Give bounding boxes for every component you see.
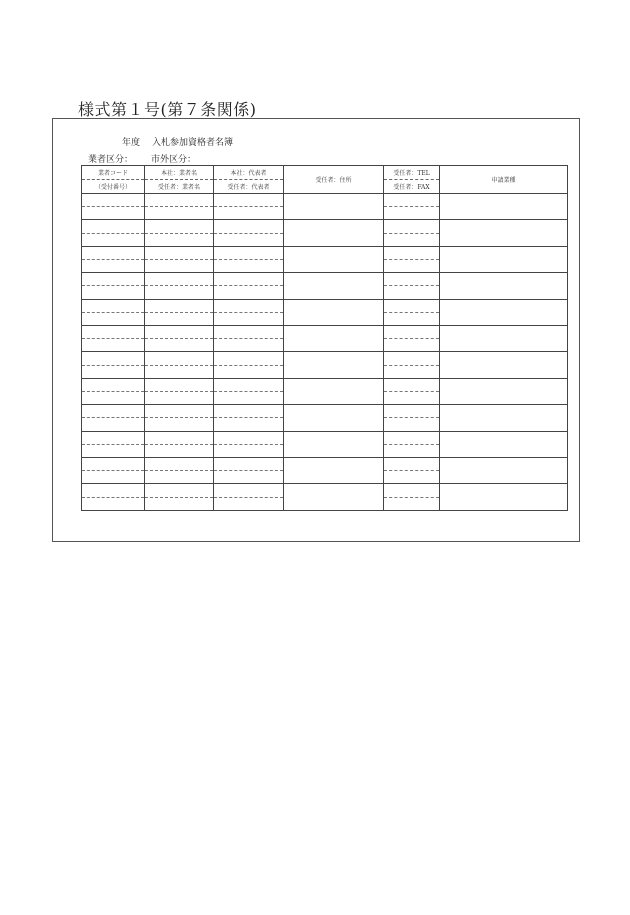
- table-cell[interactable]: [145, 194, 214, 220]
- table-cell[interactable]: [145, 378, 214, 404]
- split-cell: [384, 273, 439, 298]
- table-cell[interactable]: [82, 457, 145, 483]
- table-row: [82, 405, 568, 431]
- cell-lower-half[interactable]: [214, 471, 283, 483]
- table-cell[interactable]: [440, 431, 568, 457]
- header-phone-top: 受任者：TEL: [384, 166, 439, 180]
- table-cell[interactable]: [384, 325, 440, 351]
- split-cell: [145, 300, 213, 325]
- table-cell[interactable]: [440, 220, 568, 246]
- header-fax-bottom: 受任者：FAX: [393, 184, 430, 191]
- table-cell[interactable]: [284, 299, 384, 325]
- cell-lower-half[interactable]: [214, 339, 283, 351]
- split-cell: [384, 326, 439, 351]
- header-address: 受任者：住所: [284, 166, 384, 194]
- cell-upper-half[interactable]: [214, 379, 283, 392]
- cell-lower-half[interactable]: [384, 418, 439, 430]
- table-cell[interactable]: [82, 273, 145, 299]
- register-title: 入札参加資格者名簿: [152, 138, 234, 148]
- table-cell[interactable]: [440, 273, 568, 299]
- table-row: [82, 194, 568, 220]
- table-cell[interactable]: [284, 484, 384, 510]
- table-cell[interactable]: [82, 299, 145, 325]
- split-cell: [82, 379, 144, 404]
- table-cell[interactable]: [440, 194, 568, 220]
- split-cell: [82, 326, 144, 351]
- header-phone-fax: [384, 166, 440, 194]
- cell-upper-half[interactable]: [82, 352, 144, 365]
- split-cell: [145, 484, 213, 509]
- split-cell: [214, 326, 283, 351]
- cell-lower-half[interactable]: [82, 471, 144, 483]
- table-cell[interactable]: [214, 299, 284, 325]
- cell-upper-half[interactable]: [214, 352, 283, 365]
- table-cell[interactable]: [145, 325, 214, 351]
- table-cell[interactable]: [145, 484, 214, 510]
- cell-upper-half[interactable]: [214, 405, 283, 418]
- cell-upper-half[interactable]: [214, 300, 283, 313]
- cell-upper-half[interactable]: [145, 220, 213, 233]
- cell-upper-half[interactable]: [384, 247, 439, 260]
- cell-lower-half[interactable]: [214, 445, 283, 457]
- cell-lower-half[interactable]: [384, 339, 439, 351]
- table-row: [82, 352, 568, 378]
- cell-upper-half[interactable]: [82, 405, 144, 418]
- cell-lower-half[interactable]: [214, 286, 283, 298]
- cell-lower-half[interactable]: [145, 498, 213, 510]
- split-cell: [384, 352, 439, 377]
- cell-upper-half[interactable]: [82, 247, 144, 260]
- header-company-name-top: 本社：業者名: [145, 166, 213, 180]
- cell-upper-half[interactable]: [145, 458, 213, 471]
- table-row: [82, 378, 568, 404]
- split-cell: [82, 273, 144, 298]
- cell-lower-half[interactable]: [145, 286, 213, 298]
- cell-upper-half[interactable]: [82, 194, 144, 207]
- cell-upper-half[interactable]: [82, 379, 144, 392]
- cell-upper-half[interactable]: [145, 326, 213, 339]
- table-cell[interactable]: [440, 246, 568, 272]
- cell-lower-half[interactable]: [82, 207, 144, 219]
- split-cell: [214, 484, 283, 509]
- cell-lower-half[interactable]: [82, 313, 144, 325]
- table-cell[interactable]: [284, 325, 384, 351]
- header-vendor-code: [82, 166, 145, 194]
- cell-upper-half[interactable]: [145, 352, 213, 365]
- table-row: [82, 431, 568, 457]
- table-cell[interactable]: [284, 457, 384, 483]
- header-vendor-code-bottom: （受付番号）: [94, 184, 131, 191]
- cell-upper-half[interactable]: [82, 300, 144, 313]
- vendor-category-label: 業者区分：: [88, 155, 134, 165]
- table-cell[interactable]: [214, 457, 284, 483]
- split-cell: [145, 458, 213, 483]
- table-row: [82, 484, 568, 510]
- table-cell[interactable]: [82, 405, 145, 431]
- cell-upper-half[interactable]: [384, 326, 439, 339]
- table-cell[interactable]: [384, 194, 440, 220]
- cell-lower-half[interactable]: [384, 366, 439, 378]
- city-category-label: 市外区分：: [151, 155, 197, 165]
- table-cell[interactable]: [284, 273, 384, 299]
- cell-lower-half[interactable]: [82, 498, 144, 510]
- cell-lower-half[interactable]: [145, 313, 213, 325]
- table-cell[interactable]: [214, 273, 284, 299]
- cell-lower-half[interactable]: [384, 471, 439, 483]
- split-cell: [145, 326, 213, 351]
- cell-lower-half[interactable]: [214, 418, 283, 430]
- table-cell[interactable]: [384, 299, 440, 325]
- cell-upper-half[interactable]: [384, 352, 439, 365]
- cell-upper-half[interactable]: [82, 458, 144, 471]
- form-title: 様式第１号(第７条関係): [78, 100, 257, 119]
- table-cell[interactable]: [82, 246, 145, 272]
- header-company-name: [145, 166, 214, 194]
- table-cell[interactable]: [384, 484, 440, 510]
- cell-lower-half[interactable]: [145, 260, 213, 272]
- table-cell[interactable]: [145, 405, 214, 431]
- cell-upper-half[interactable]: [145, 405, 213, 418]
- cell-upper-half[interactable]: [145, 194, 213, 207]
- split-cell: [145, 247, 213, 272]
- table-cell[interactable]: [284, 246, 384, 272]
- table-cell[interactable]: [384, 431, 440, 457]
- split-cell: [145, 220, 213, 245]
- cell-upper-half[interactable]: [214, 484, 283, 497]
- cell-lower-half[interactable]: [214, 313, 283, 325]
- cell-lower-half[interactable]: [82, 418, 144, 430]
- table-cell[interactable]: [284, 378, 384, 404]
- table-cell[interactable]: [440, 405, 568, 431]
- header-row: [82, 166, 568, 194]
- table-cell[interactable]: [145, 457, 214, 483]
- table-cell[interactable]: [145, 352, 214, 378]
- split-cell: [145, 379, 213, 404]
- cell-lower-half[interactable]: [384, 234, 439, 246]
- table-cell[interactable]: [440, 378, 568, 404]
- register-body: [82, 194, 568, 511]
- cell-upper-half[interactable]: [214, 220, 283, 233]
- cell-upper-half[interactable]: [82, 273, 144, 286]
- table-cell[interactable]: [284, 194, 384, 220]
- cell-lower-half[interactable]: [214, 392, 283, 404]
- cell-lower-half[interactable]: [384, 286, 439, 298]
- table-cell[interactable]: [440, 325, 568, 351]
- table-cell[interactable]: [284, 431, 384, 457]
- cell-lower-half[interactable]: [82, 392, 144, 404]
- year-label: 年度: [122, 138, 141, 148]
- table-cell[interactable]: [145, 220, 214, 246]
- table-cell[interactable]: [214, 194, 284, 220]
- header-representative-bottom: 受任者：代表者: [227, 184, 270, 191]
- split-cell: [384, 220, 439, 245]
- table-cell[interactable]: [284, 220, 384, 246]
- table-cell[interactable]: [82, 352, 145, 378]
- header-business-type: 申請業種: [440, 166, 568, 194]
- cell-lower-half[interactable]: [145, 234, 213, 246]
- table-row: [82, 299, 568, 325]
- cell-lower-half[interactable]: [214, 207, 283, 219]
- split-cell: [82, 352, 144, 377]
- table-cell[interactable]: [384, 246, 440, 272]
- table-cell[interactable]: [440, 484, 568, 510]
- split-cell: [384, 405, 439, 430]
- split-cell: [145, 405, 213, 430]
- split-cell: [384, 300, 439, 325]
- split-cell: [384, 484, 439, 509]
- cell-upper-half[interactable]: [214, 458, 283, 471]
- table-cell[interactable]: [384, 273, 440, 299]
- split-cell: [145, 273, 213, 298]
- cell-lower-half[interactable]: [145, 445, 213, 457]
- table-cell[interactable]: [440, 352, 568, 378]
- cell-upper-half[interactable]: [384, 458, 439, 471]
- cell-upper-half[interactable]: [214, 247, 283, 260]
- table-cell[interactable]: [214, 484, 284, 510]
- table-cell[interactable]: [214, 246, 284, 272]
- cell-lower-half[interactable]: [82, 286, 144, 298]
- cell-upper-half[interactable]: [384, 405, 439, 418]
- cell-lower-half[interactable]: [384, 313, 439, 325]
- table-row: [82, 273, 568, 299]
- cell-upper-half[interactable]: [145, 379, 213, 392]
- cell-lower-half[interactable]: [214, 260, 283, 272]
- split-cell: [82, 484, 144, 509]
- cell-upper-half[interactable]: [214, 432, 283, 445]
- table-cell[interactable]: [384, 378, 440, 404]
- split-cell: [82, 432, 144, 457]
- header-representative: [214, 166, 284, 194]
- header-vendor-code-top: 業者コード: [82, 166, 144, 180]
- split-cell: [384, 379, 439, 404]
- cell-lower-half[interactable]: [82, 445, 144, 457]
- cell-upper-half[interactable]: [82, 220, 144, 233]
- table-cell[interactable]: [384, 352, 440, 378]
- cell-lower-half[interactable]: [214, 498, 283, 510]
- cell-lower-half[interactable]: [145, 207, 213, 219]
- cell-upper-half[interactable]: [82, 326, 144, 339]
- cell-lower-half[interactable]: [384, 207, 439, 219]
- header-company-name-bottom: 受任者：業者名: [157, 184, 200, 191]
- table-cell[interactable]: [284, 405, 384, 431]
- split-cell: [384, 458, 439, 483]
- cell-upper-half[interactable]: [82, 484, 144, 497]
- split-cell: [384, 247, 439, 272]
- table-cell[interactable]: [214, 220, 284, 246]
- table-cell[interactable]: [214, 325, 284, 351]
- table-cell[interactable]: [440, 299, 568, 325]
- table-cell[interactable]: [214, 378, 284, 404]
- table-cell[interactable]: [82, 378, 145, 404]
- cell-upper-half[interactable]: [145, 273, 213, 286]
- table-cell[interactable]: [82, 325, 145, 351]
- header-representative-top: 本社：代表者: [214, 166, 283, 180]
- split-cell: [214, 300, 283, 325]
- cell-lower-half[interactable]: [384, 445, 439, 457]
- table-cell[interactable]: [214, 431, 284, 457]
- cell-upper-half[interactable]: [214, 326, 283, 339]
- table-cell[interactable]: [384, 405, 440, 431]
- cell-lower-half[interactable]: [214, 366, 283, 378]
- cell-upper-half[interactable]: [214, 273, 283, 286]
- table-cell[interactable]: [82, 220, 145, 246]
- table-cell[interactable]: [145, 431, 214, 457]
- split-cell: [145, 432, 213, 457]
- cell-upper-half[interactable]: [384, 300, 439, 313]
- cell-upper-half[interactable]: [145, 432, 213, 445]
- cell-upper-half[interactable]: [384, 379, 439, 392]
- table-row: [82, 325, 568, 351]
- split-cell: [214, 352, 283, 377]
- cell-upper-half[interactable]: [145, 300, 213, 313]
- cell-lower-half[interactable]: [145, 471, 213, 483]
- table-cell[interactable]: [145, 246, 214, 272]
- split-cell: [214, 458, 283, 483]
- table-cell[interactable]: [440, 457, 568, 483]
- cell-lower-half[interactable]: [82, 234, 144, 246]
- table-cell[interactable]: [145, 299, 214, 325]
- split-cell: [82, 220, 144, 245]
- split-cell: [145, 194, 213, 219]
- cell-upper-half[interactable]: [145, 484, 213, 497]
- cell-upper-half[interactable]: [384, 220, 439, 233]
- split-cell: [82, 247, 144, 272]
- table-cell[interactable]: [214, 352, 284, 378]
- register-table: [81, 165, 568, 511]
- split-cell: [82, 458, 144, 483]
- split-cell: [82, 405, 144, 430]
- cell-lower-half[interactable]: [82, 366, 144, 378]
- cell-upper-half[interactable]: [384, 484, 439, 497]
- cell-upper-half[interactable]: [214, 194, 283, 207]
- split-cell: [214, 432, 283, 457]
- split-cell: [214, 247, 283, 272]
- cell-lower-half[interactable]: [384, 498, 439, 510]
- split-cell: [214, 379, 283, 404]
- table-cell[interactable]: [214, 405, 284, 431]
- cell-upper-half[interactable]: [384, 432, 439, 445]
- split-cell: [384, 432, 439, 457]
- split-cell: [214, 405, 283, 430]
- cell-lower-half[interactable]: [145, 392, 213, 404]
- cell-lower-half[interactable]: [214, 234, 283, 246]
- table-cell[interactable]: [82, 431, 145, 457]
- split-cell: [82, 194, 144, 219]
- cell-lower-half[interactable]: [82, 339, 144, 351]
- table-cell[interactable]: [145, 273, 214, 299]
- table-cell[interactable]: [82, 194, 145, 220]
- split-cell: [384, 194, 439, 219]
- cell-lower-half[interactable]: [145, 339, 213, 351]
- split-cell: [214, 194, 283, 219]
- cell-lower-half[interactable]: [384, 260, 439, 272]
- cell-upper-half[interactable]: [82, 432, 144, 445]
- cell-upper-half[interactable]: [145, 247, 213, 260]
- table-cell[interactable]: [82, 484, 145, 510]
- table-row: [82, 246, 568, 272]
- split-cell: [214, 273, 283, 298]
- table-cell[interactable]: [384, 220, 440, 246]
- split-cell: [145, 352, 213, 377]
- table-cell[interactable]: [284, 352, 384, 378]
- cell-lower-half[interactable]: [384, 392, 439, 404]
- cell-lower-half[interactable]: [82, 260, 144, 272]
- cell-upper-half[interactable]: [384, 194, 439, 207]
- cell-lower-half[interactable]: [145, 366, 213, 378]
- split-cell: [82, 300, 144, 325]
- table-row: [82, 457, 568, 483]
- table-cell[interactable]: [384, 457, 440, 483]
- split-cell: [214, 220, 283, 245]
- cell-lower-half[interactable]: [145, 418, 213, 430]
- cell-upper-half[interactable]: [384, 273, 439, 286]
- table-row: [82, 220, 568, 246]
